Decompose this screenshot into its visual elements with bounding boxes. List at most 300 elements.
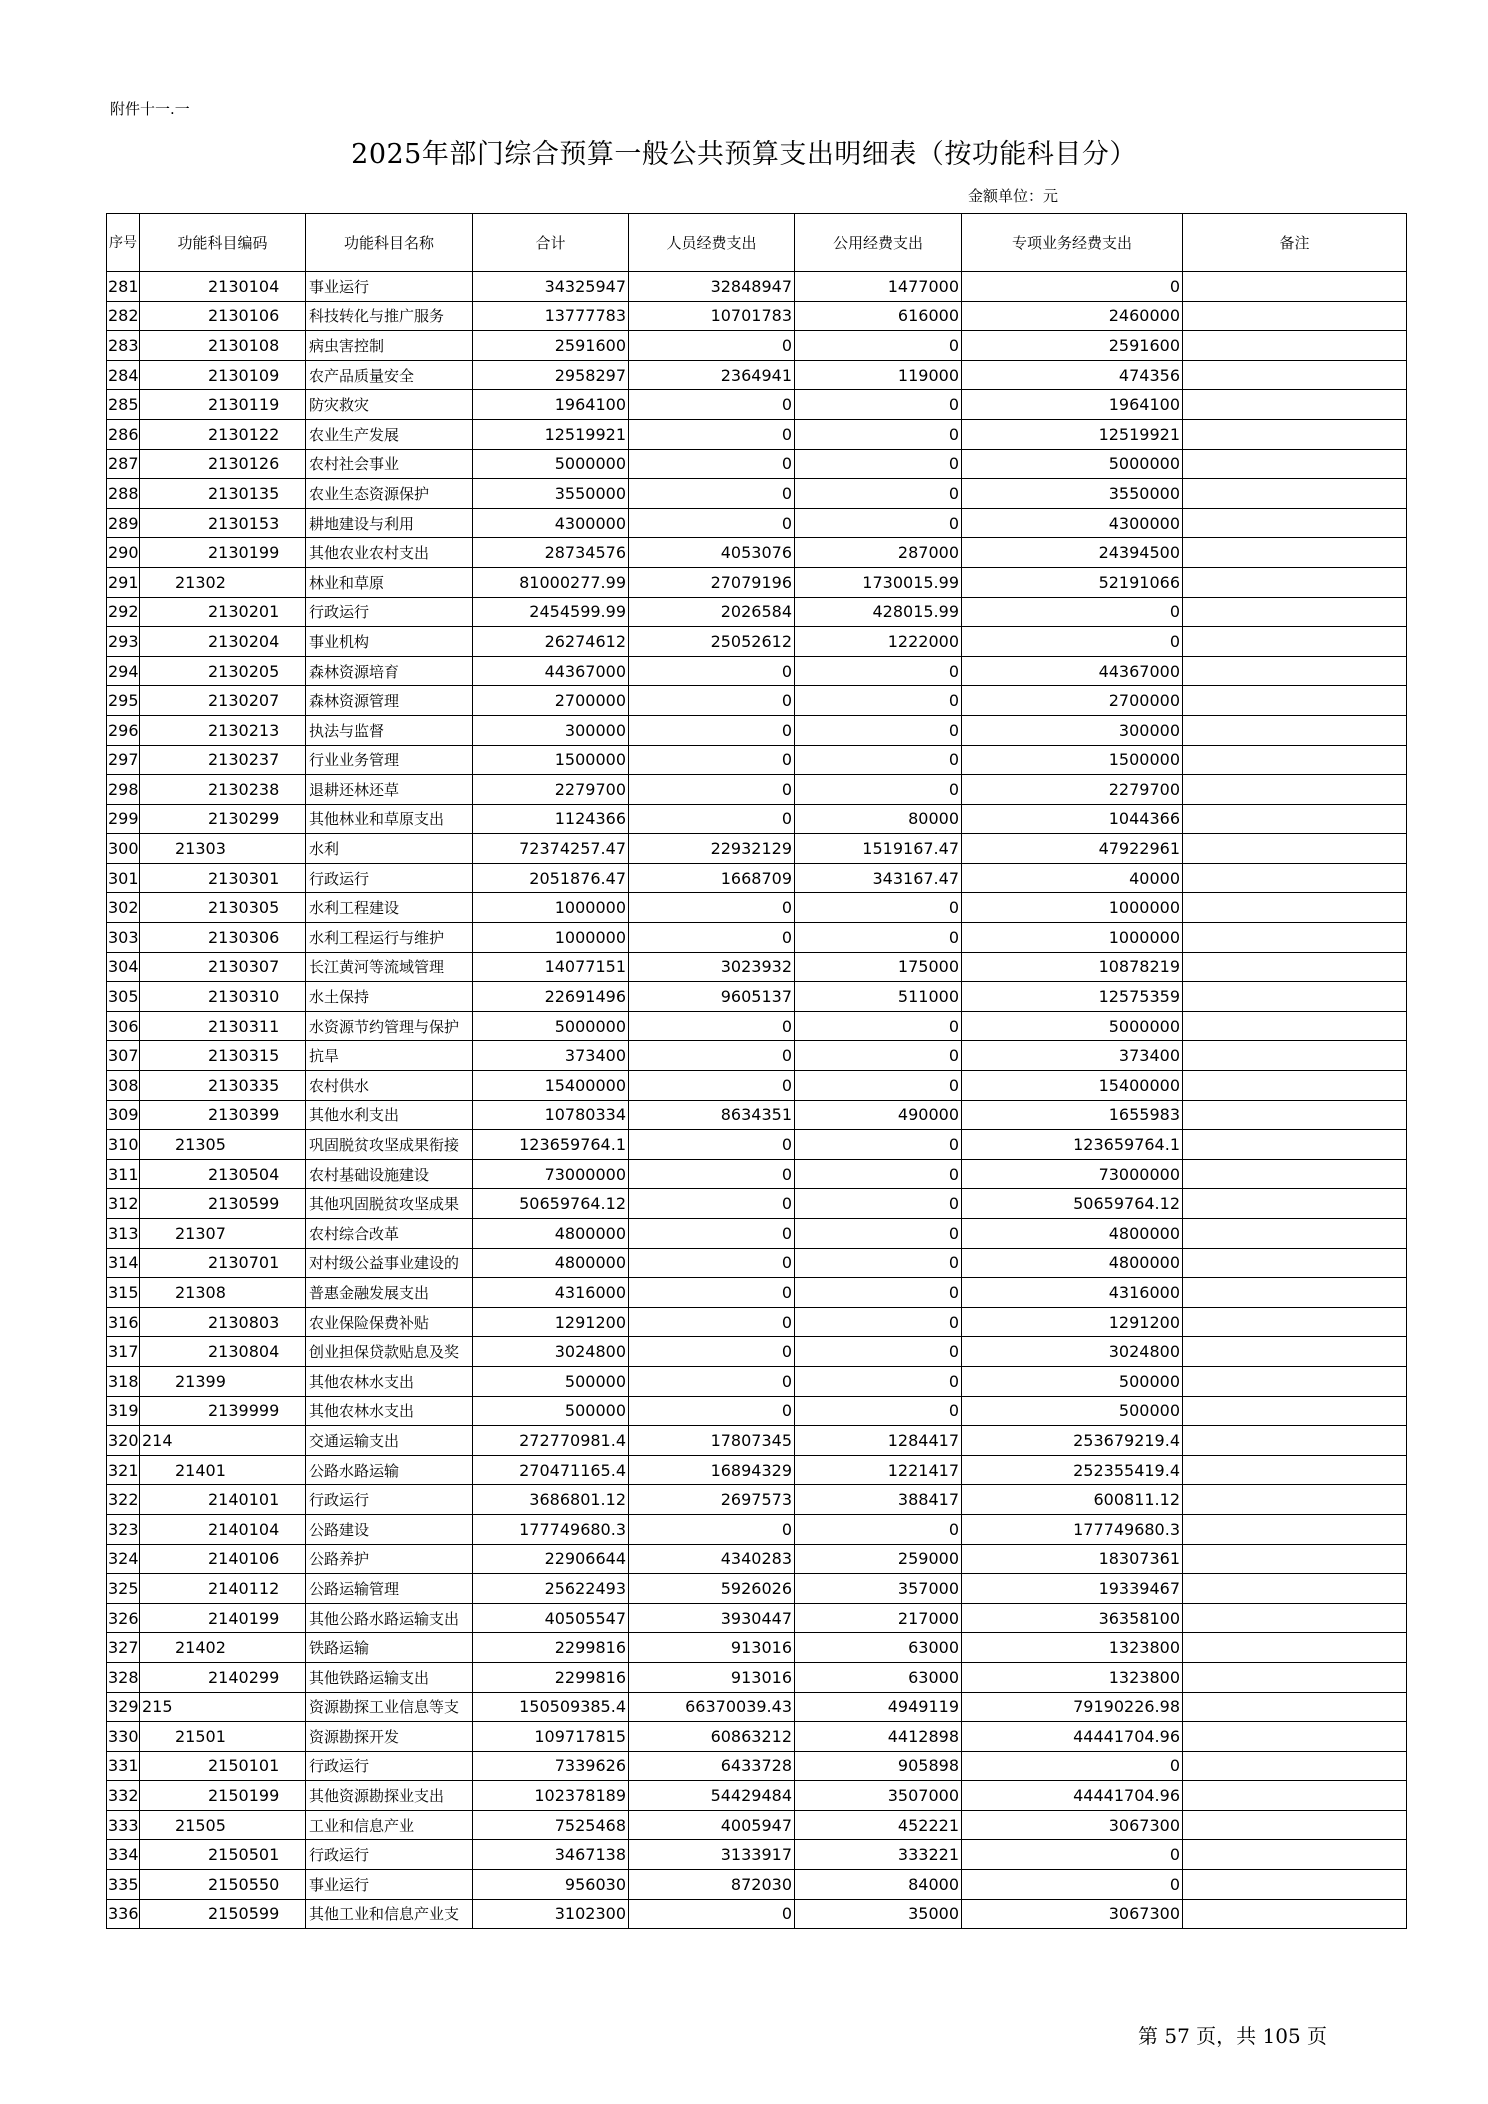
personnel-cell: 0 (629, 1307, 795, 1337)
name-cell: 农村综合改革 (306, 1219, 473, 1249)
personnel-cell: 66370039.43 (629, 1692, 795, 1722)
remark-cell (1183, 331, 1407, 361)
public-cell: 0 (795, 923, 962, 953)
total-cell: 14077151 (473, 952, 629, 982)
table-row (107, 1455, 1407, 1485)
total-cell: 22691496 (473, 982, 629, 1012)
total-cell: 25622493 (473, 1574, 629, 1604)
public-cell: 0 (795, 1071, 962, 1101)
name-cell: 其他农林水支出 (306, 1366, 473, 1396)
header-remark: 备注 (1183, 214, 1407, 272)
total-cell: 150509385.4 (473, 1692, 629, 1722)
public-cell: 1730015.99 (795, 567, 962, 597)
total-cell: 4300000 (473, 508, 629, 538)
table-row (107, 1574, 1407, 1604)
public-cell: 175000 (795, 952, 962, 982)
personnel-cell: 0 (629, 775, 795, 805)
remark-cell (1183, 1307, 1407, 1337)
total-cell: 1500000 (473, 745, 629, 775)
special-cell: 1323800 (962, 1662, 1183, 1692)
seq-cell: 302 (107, 893, 140, 923)
public-cell: 0 (795, 1514, 962, 1544)
table-row (107, 1781, 1407, 1811)
name-cell: 其他巩固脱贫攻坚成果 (306, 1189, 473, 1219)
personnel-cell: 0 (629, 715, 795, 745)
total-cell: 272770981.4 (473, 1426, 629, 1456)
remark-cell (1183, 390, 1407, 420)
total-cell: 1291200 (473, 1307, 629, 1337)
public-cell: 0 (795, 1337, 962, 1367)
name-cell: 行业业务管理 (306, 745, 473, 775)
seq-cell: 298 (107, 775, 140, 805)
public-cell: 1477000 (795, 272, 962, 302)
personnel-cell: 0 (629, 1366, 795, 1396)
seq-cell: 328 (107, 1662, 140, 1692)
seq-cell: 334 (107, 1840, 140, 1870)
special-cell: 2591600 (962, 331, 1183, 361)
total-cell: 2299816 (473, 1662, 629, 1692)
name-cell: 科技转化与推广服务 (306, 301, 473, 331)
table-row (107, 1544, 1407, 1574)
personnel-cell: 913016 (629, 1662, 795, 1692)
personnel-cell: 27079196 (629, 567, 795, 597)
public-cell: 0 (795, 715, 962, 745)
table-row (107, 656, 1407, 686)
personnel-cell: 2697573 (629, 1485, 795, 1515)
code-cell: 2140112 (140, 1574, 306, 1604)
public-cell: 1221417 (795, 1455, 962, 1485)
code-cell: 2130701 (140, 1248, 306, 1278)
code-cell: 2130803 (140, 1307, 306, 1337)
remark-cell (1183, 1781, 1407, 1811)
remark-cell (1183, 597, 1407, 627)
table-row (107, 893, 1407, 923)
name-cell: 事业运行 (306, 272, 473, 302)
special-cell: 79190226.98 (962, 1692, 1183, 1722)
header-seq: 序号 (107, 214, 140, 272)
name-cell: 铁路运输 (306, 1633, 473, 1663)
name-cell: 其他水利支出 (306, 1100, 473, 1130)
header-special: 专项业务经费支出 (962, 214, 1183, 272)
total-cell: 12519921 (473, 419, 629, 449)
code-cell: 2130119 (140, 390, 306, 420)
seq-cell: 332 (107, 1781, 140, 1811)
total-cell: 26274612 (473, 627, 629, 657)
personnel-cell: 0 (629, 656, 795, 686)
personnel-cell: 2026584 (629, 597, 795, 627)
personnel-cell: 8634351 (629, 1100, 795, 1130)
code-cell: 2130122 (140, 419, 306, 449)
code-cell: 2150199 (140, 1781, 306, 1811)
code-cell: 2150550 (140, 1870, 306, 1900)
remark-cell (1183, 715, 1407, 745)
personnel-cell: 0 (629, 479, 795, 509)
table-row (107, 952, 1407, 982)
table-row (107, 1100, 1407, 1130)
remark-cell (1183, 1544, 1407, 1574)
remark-cell (1183, 982, 1407, 1012)
special-cell: 18307361 (962, 1544, 1183, 1574)
seq-cell: 290 (107, 538, 140, 568)
table-row (107, 1071, 1407, 1101)
personnel-cell: 2364941 (629, 360, 795, 390)
table-row (107, 1366, 1407, 1396)
special-cell: 52191066 (962, 567, 1183, 597)
name-cell: 农业生产发展 (306, 419, 473, 449)
seq-cell: 291 (107, 567, 140, 597)
special-cell: 3067300 (962, 1899, 1183, 1929)
table-row (107, 1722, 1407, 1752)
total-cell: 28734576 (473, 538, 629, 568)
special-cell: 2700000 (962, 686, 1183, 716)
special-cell: 1500000 (962, 745, 1183, 775)
table-row (107, 479, 1407, 509)
special-cell: 1655983 (962, 1100, 1183, 1130)
remark-cell (1183, 1455, 1407, 1485)
code-cell: 2130310 (140, 982, 306, 1012)
total-cell: 10780334 (473, 1100, 629, 1130)
total-cell: 15400000 (473, 1071, 629, 1101)
remark-cell (1183, 1603, 1407, 1633)
name-cell: 资源勘探开发 (306, 1722, 473, 1752)
special-cell: 0 (962, 597, 1183, 627)
table-row (107, 419, 1407, 449)
name-cell: 执法与监督 (306, 715, 473, 745)
public-cell: 343167.47 (795, 863, 962, 893)
total-cell: 44367000 (473, 656, 629, 686)
special-cell: 373400 (962, 1041, 1183, 1071)
public-cell: 490000 (795, 1100, 962, 1130)
personnel-cell: 4340283 (629, 1544, 795, 1574)
name-cell: 病虫害控制 (306, 331, 473, 361)
remark-cell (1183, 1130, 1407, 1160)
remark-cell (1183, 1337, 1407, 1367)
name-cell: 行政运行 (306, 1840, 473, 1870)
table-row (107, 1248, 1407, 1278)
personnel-cell: 0 (629, 923, 795, 953)
special-cell: 47922961 (962, 834, 1183, 864)
seq-cell: 314 (107, 1248, 140, 1278)
unit-label: 金额单位：元 (968, 187, 1059, 205)
code-cell: 2139999 (140, 1396, 306, 1426)
code-cell: 2130207 (140, 686, 306, 716)
special-cell: 3067300 (962, 1810, 1183, 1840)
personnel-cell: 0 (629, 1514, 795, 1544)
personnel-cell: 0 (629, 804, 795, 834)
table-row (107, 1219, 1407, 1249)
table-row (107, 1514, 1407, 1544)
code-cell: 21303 (140, 834, 306, 864)
personnel-cell: 0 (629, 1041, 795, 1071)
total-cell: 109717815 (473, 1722, 629, 1752)
personnel-cell: 0 (629, 419, 795, 449)
code-cell: 2140104 (140, 1514, 306, 1544)
seq-cell: 294 (107, 656, 140, 686)
name-cell: 水土保持 (306, 982, 473, 1012)
table-row (107, 567, 1407, 597)
code-cell: 21402 (140, 1633, 306, 1663)
code-cell: 2130109 (140, 360, 306, 390)
remark-cell (1183, 656, 1407, 686)
special-cell: 3024800 (962, 1337, 1183, 1367)
seq-cell: 310 (107, 1130, 140, 1160)
table-row (107, 1337, 1407, 1367)
public-cell: 0 (795, 390, 962, 420)
name-cell: 其他农业农村支出 (306, 538, 473, 568)
seq-cell: 325 (107, 1574, 140, 1604)
total-cell: 13777783 (473, 301, 629, 331)
total-cell: 2454599.99 (473, 597, 629, 627)
special-cell: 1291200 (962, 1307, 1183, 1337)
total-cell: 3024800 (473, 1337, 629, 1367)
name-cell: 水利 (306, 834, 473, 864)
total-cell: 3550000 (473, 479, 629, 509)
name-cell: 水利工程建设 (306, 893, 473, 923)
code-cell: 2130201 (140, 597, 306, 627)
name-cell: 水资源节约管理与保护 (306, 1011, 473, 1041)
name-cell: 对村级公益事业建设的 (306, 1248, 473, 1278)
remark-cell (1183, 1662, 1407, 1692)
public-cell: 511000 (795, 982, 962, 1012)
public-cell: 0 (795, 1189, 962, 1219)
seq-cell: 296 (107, 715, 140, 745)
special-cell: 15400000 (962, 1071, 1183, 1101)
total-cell: 50659764.12 (473, 1189, 629, 1219)
seq-cell: 307 (107, 1041, 140, 1071)
code-cell: 2130504 (140, 1159, 306, 1189)
remark-cell (1183, 1633, 1407, 1663)
table-row (107, 834, 1407, 864)
public-cell: 0 (795, 1248, 962, 1278)
remark-cell (1183, 301, 1407, 331)
table-row (107, 804, 1407, 834)
name-cell: 森林资源培育 (306, 656, 473, 686)
code-cell: 2140106 (140, 1544, 306, 1574)
personnel-cell: 0 (629, 449, 795, 479)
name-cell: 其他林业和草原支出 (306, 804, 473, 834)
public-cell: 388417 (795, 1485, 962, 1515)
total-cell: 34325947 (473, 272, 629, 302)
seq-cell: 336 (107, 1899, 140, 1929)
special-cell: 40000 (962, 863, 1183, 893)
code-cell: 2130804 (140, 1337, 306, 1367)
public-cell: 0 (795, 419, 962, 449)
name-cell: 行政运行 (306, 863, 473, 893)
total-cell: 500000 (473, 1396, 629, 1426)
code-cell: 2130153 (140, 508, 306, 538)
name-cell: 公路水路运输 (306, 1455, 473, 1485)
code-cell: 21501 (140, 1722, 306, 1752)
public-cell: 452221 (795, 1810, 962, 1840)
seq-cell: 321 (107, 1455, 140, 1485)
personnel-cell: 3133917 (629, 1840, 795, 1870)
code-cell: 2130108 (140, 331, 306, 361)
total-cell: 300000 (473, 715, 629, 745)
personnel-cell: 22932129 (629, 834, 795, 864)
remark-cell (1183, 567, 1407, 597)
remark-cell (1183, 1810, 1407, 1840)
personnel-cell: 0 (629, 390, 795, 420)
code-cell: 21401 (140, 1455, 306, 1485)
personnel-cell: 5926026 (629, 1574, 795, 1604)
total-cell: 4800000 (473, 1248, 629, 1278)
name-cell: 其他农林水支出 (306, 1396, 473, 1426)
public-cell: 259000 (795, 1544, 962, 1574)
remark-cell (1183, 479, 1407, 509)
name-cell: 其他工业和信息产业支 (306, 1899, 473, 1929)
personnel-cell: 0 (629, 508, 795, 538)
special-cell: 1323800 (962, 1633, 1183, 1663)
special-cell: 0 (962, 627, 1183, 657)
code-cell: 2130599 (140, 1189, 306, 1219)
table-header-row (107, 214, 1407, 272)
public-cell: 1284417 (795, 1426, 962, 1456)
personnel-cell: 60863212 (629, 1722, 795, 1752)
personnel-cell: 0 (629, 1219, 795, 1249)
public-cell: 0 (795, 479, 962, 509)
personnel-cell: 4053076 (629, 538, 795, 568)
personnel-cell: 16894329 (629, 1455, 795, 1485)
special-cell: 4316000 (962, 1278, 1183, 1308)
special-cell: 0 (962, 1840, 1183, 1870)
table-row (107, 1159, 1407, 1189)
personnel-cell: 0 (629, 745, 795, 775)
personnel-cell: 0 (629, 1337, 795, 1367)
code-cell: 2150101 (140, 1751, 306, 1781)
special-cell: 2460000 (962, 301, 1183, 331)
name-cell: 防灾救灾 (306, 390, 473, 420)
remark-cell (1183, 1722, 1407, 1752)
special-cell: 300000 (962, 715, 1183, 745)
total-cell: 81000277.99 (473, 567, 629, 597)
table-row (107, 775, 1407, 805)
total-cell: 1000000 (473, 923, 629, 953)
table-row (107, 449, 1407, 479)
total-cell: 2279700 (473, 775, 629, 805)
seq-cell: 327 (107, 1633, 140, 1663)
personnel-cell: 0 (629, 686, 795, 716)
total-cell: 73000000 (473, 1159, 629, 1189)
seq-cell: 319 (107, 1396, 140, 1426)
public-cell: 0 (795, 508, 962, 538)
table-row (107, 863, 1407, 893)
seq-cell: 300 (107, 834, 140, 864)
personnel-cell: 0 (629, 331, 795, 361)
total-cell: 3467138 (473, 1840, 629, 1870)
total-cell: 5000000 (473, 449, 629, 479)
special-cell: 500000 (962, 1366, 1183, 1396)
code-cell: 2130106 (140, 301, 306, 331)
public-cell: 1222000 (795, 627, 962, 657)
special-cell: 10878219 (962, 952, 1183, 982)
public-cell: 63000 (795, 1633, 962, 1663)
name-cell: 公路养护 (306, 1544, 473, 1574)
public-cell: 0 (795, 1366, 962, 1396)
personnel-cell: 9605137 (629, 982, 795, 1012)
personnel-cell: 0 (629, 1248, 795, 1278)
expenditure-table (106, 213, 1407, 1929)
code-cell: 21307 (140, 1219, 306, 1249)
public-cell: 80000 (795, 804, 962, 834)
table-row (107, 715, 1407, 745)
seq-cell: 287 (107, 449, 140, 479)
seq-cell: 285 (107, 390, 140, 420)
name-cell: 林业和草原 (306, 567, 473, 597)
personnel-cell: 32848947 (629, 272, 795, 302)
special-cell: 36358100 (962, 1603, 1183, 1633)
public-cell: 4412898 (795, 1722, 962, 1752)
remark-cell (1183, 1100, 1407, 1130)
name-cell: 森林资源管理 (306, 686, 473, 716)
table-row (107, 745, 1407, 775)
special-cell: 4300000 (962, 508, 1183, 538)
public-cell: 0 (795, 1219, 962, 1249)
page-title: 2025年部门综合预算一般公共预算支出明细表（按功能科目分） (351, 139, 1137, 170)
code-cell: 2130237 (140, 745, 306, 775)
name-cell: 公路运输管理 (306, 1574, 473, 1604)
personnel-cell: 0 (629, 1278, 795, 1308)
remark-cell (1183, 1189, 1407, 1219)
public-cell: 428015.99 (795, 597, 962, 627)
table-row (107, 1751, 1407, 1781)
seq-cell: 299 (107, 804, 140, 834)
special-cell: 177749680.3 (962, 1514, 1183, 1544)
header-name: 功能科目名称 (306, 214, 473, 272)
remark-cell (1183, 1159, 1407, 1189)
public-cell: 217000 (795, 1603, 962, 1633)
seq-cell: 323 (107, 1514, 140, 1544)
name-cell: 其他资源勘探业支出 (306, 1781, 473, 1811)
personnel-cell: 1668709 (629, 863, 795, 893)
code-cell: 2130315 (140, 1041, 306, 1071)
remark-cell (1183, 775, 1407, 805)
code-cell: 2130199 (140, 538, 306, 568)
personnel-cell: 25052612 (629, 627, 795, 657)
name-cell: 农业生态资源保护 (306, 479, 473, 509)
special-cell: 0 (962, 272, 1183, 302)
public-cell: 357000 (795, 1574, 962, 1604)
special-cell: 44441704.96 (962, 1781, 1183, 1811)
seq-cell: 289 (107, 508, 140, 538)
personnel-cell: 3930447 (629, 1603, 795, 1633)
seq-cell: 322 (107, 1485, 140, 1515)
table-row (107, 272, 1407, 302)
code-cell: 2130204 (140, 627, 306, 657)
remark-cell (1183, 627, 1407, 657)
remark-cell (1183, 1396, 1407, 1426)
seq-cell: 293 (107, 627, 140, 657)
special-cell: 252355419.4 (962, 1455, 1183, 1485)
special-cell: 474356 (962, 360, 1183, 390)
public-cell: 0 (795, 1396, 962, 1426)
seq-cell: 304 (107, 952, 140, 982)
special-cell: 50659764.12 (962, 1189, 1183, 1219)
public-cell: 0 (795, 775, 962, 805)
table-row (107, 1011, 1407, 1041)
remark-cell (1183, 1514, 1407, 1544)
special-cell: 19339467 (962, 1574, 1183, 1604)
personnel-cell: 4005947 (629, 1810, 795, 1840)
name-cell: 水利工程运行与维护 (306, 923, 473, 953)
public-cell: 0 (795, 745, 962, 775)
name-cell: 行政运行 (306, 1751, 473, 1781)
remark-cell (1183, 1840, 1407, 1870)
table-row (107, 627, 1407, 657)
page-footer: 第 57 页，共 105 页 (1138, 2024, 1328, 2048)
public-cell: 4949119 (795, 1692, 962, 1722)
public-cell: 63000 (795, 1662, 962, 1692)
table-row (107, 538, 1407, 568)
